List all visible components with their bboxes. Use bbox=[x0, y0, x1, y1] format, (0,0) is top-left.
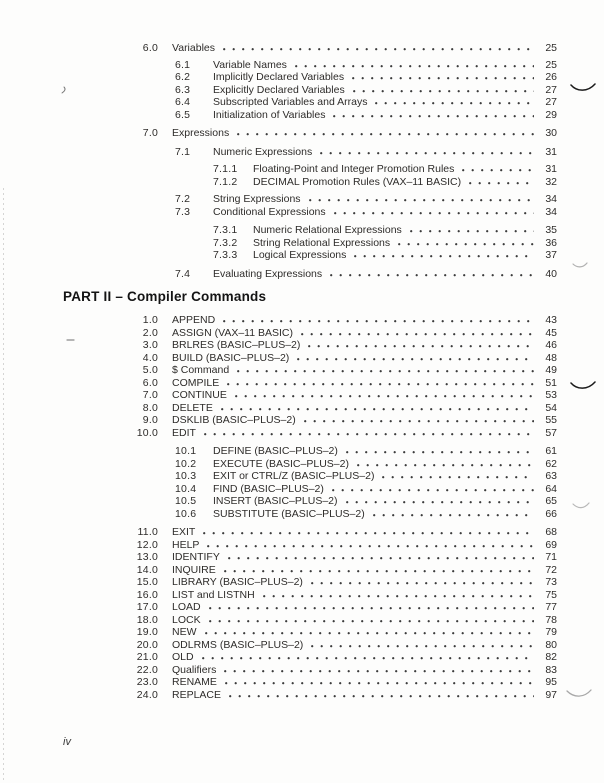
toc-entry-title: $ Command bbox=[172, 364, 230, 376]
toc-entry-title: String Relational Expressions bbox=[253, 236, 391, 249]
toc-entry-title: BRLRES (BASIC–PLUS–2) bbox=[172, 339, 301, 351]
toc-entry-number: 6.0 bbox=[142, 376, 158, 389]
pen-mark bbox=[566, 688, 592, 700]
toc-entry-page: 29 bbox=[545, 108, 557, 121]
toc-entry-page: 78 bbox=[545, 613, 557, 626]
toc-entry-number: 7.1 bbox=[175, 145, 191, 158]
toc-entry bbox=[0, 639, 557, 652]
toc-entry bbox=[0, 127, 557, 140]
toc-entry bbox=[0, 327, 557, 340]
dot-leader bbox=[380, 470, 534, 479]
toc-entry-page: 37 bbox=[545, 249, 557, 261]
toc-entry bbox=[0, 495, 557, 508]
toc-entry bbox=[0, 364, 557, 377]
dot-leader bbox=[330, 483, 534, 492]
toc-entry-number: 6.1 bbox=[175, 58, 191, 71]
toc-entry bbox=[0, 377, 557, 390]
dot-leader bbox=[235, 127, 534, 136]
toc-entry-title: ODLRMS (BASIC–PLUS–2) bbox=[172, 638, 304, 651]
toc-entry bbox=[0, 71, 557, 84]
toc-entry bbox=[0, 84, 557, 97]
toc-entry-number: 14.0 bbox=[136, 563, 158, 576]
dot-leader bbox=[331, 109, 534, 118]
toc-entry-title: Explicitly Declared Variables bbox=[213, 83, 345, 96]
toc-entry-number: 6.0 bbox=[142, 42, 158, 54]
dot-leader bbox=[460, 163, 534, 172]
dot-leader bbox=[344, 495, 535, 504]
toc-entry-page: 82 bbox=[545, 651, 557, 663]
toc-entry-title: DECIMAL Promotion Rules (VAX–11 BASIC) bbox=[253, 175, 462, 188]
toc-entry-page: 26 bbox=[545, 71, 557, 83]
toc-entry-page: 97 bbox=[545, 688, 557, 701]
dot-leader bbox=[306, 339, 534, 348]
toc-entry-title: Numeric Relational Expressions bbox=[253, 224, 402, 236]
toc-entry-title: Evaluating Expressions bbox=[213, 267, 323, 280]
toc-entry-title: RENAME bbox=[172, 676, 217, 688]
toc-entry-number: 7.0 bbox=[142, 389, 158, 401]
toc-entry bbox=[0, 339, 557, 352]
toc-entry-title: BUILD (BASIC–PLUS–2) bbox=[172, 351, 290, 364]
toc-entry-page: 75 bbox=[545, 588, 557, 601]
toc-entry-number: 8.0 bbox=[142, 401, 158, 414]
toc-entry-page: 48 bbox=[545, 351, 557, 364]
toc-entry bbox=[0, 458, 557, 471]
toc-entry-title: Qualifiers bbox=[172, 663, 217, 676]
toc-entry-page: 57 bbox=[545, 426, 557, 439]
toc-entry-page: 31 bbox=[545, 145, 557, 158]
toc-entry bbox=[0, 664, 557, 677]
toc-entry-page: 79 bbox=[545, 626, 557, 638]
toc-entry-title: NEW bbox=[172, 626, 197, 638]
toc-entry-page: 30 bbox=[545, 127, 557, 139]
toc-entry-title: Floating-Point and Integer Promotion Rules bbox=[253, 163, 455, 175]
toc-entry bbox=[0, 564, 557, 577]
toc-entry-page: 25 bbox=[545, 42, 557, 54]
toc-entry-number: 21.0 bbox=[136, 651, 158, 663]
toc-entry bbox=[0, 483, 557, 496]
toc-entry-title: LIST and LISTNH bbox=[172, 588, 255, 601]
dot-leader bbox=[222, 564, 534, 573]
dot-leader bbox=[219, 402, 534, 411]
toc-entry-number: 23.0 bbox=[136, 676, 158, 688]
dot-leader bbox=[222, 664, 534, 673]
toc-entry bbox=[0, 249, 557, 262]
toc-entry-number: 22.0 bbox=[136, 663, 158, 676]
toc-entry-title: INSERT (BASIC–PLUS–2) bbox=[213, 495, 338, 507]
toc-entry-number: 24.0 bbox=[136, 688, 158, 701]
toc-entry bbox=[0, 470, 557, 483]
dot-leader bbox=[200, 651, 534, 660]
toc-entry bbox=[0, 193, 557, 206]
toc-entry-page: 71 bbox=[545, 551, 557, 563]
toc-entry-title: COMPILE bbox=[172, 376, 220, 389]
dot-leader bbox=[344, 445, 534, 454]
toc-entry-page: 65 bbox=[545, 495, 557, 507]
toc-entry bbox=[0, 589, 557, 602]
toc-entry-page: 27 bbox=[545, 83, 557, 96]
toc-entry-number: 10.1 bbox=[175, 445, 197, 457]
dot-leader bbox=[221, 314, 534, 323]
toc-entry bbox=[0, 508, 557, 521]
toc-entry-title: LOAD bbox=[172, 601, 201, 613]
toc-entry-title: ASSIGN (VAX–11 BASIC) bbox=[172, 326, 293, 339]
toc-entry-title: CONTINUE bbox=[172, 389, 227, 401]
toc-entry-number: 20.0 bbox=[136, 638, 158, 651]
part-heading: PART II – Compiler Commands bbox=[63, 289, 267, 304]
toc-entry-page: 73 bbox=[545, 576, 557, 588]
toc-entry-title: Conditional Expressions bbox=[213, 205, 326, 218]
dot-leader bbox=[371, 508, 534, 517]
toc-entry bbox=[0, 576, 557, 589]
stray-comma-mark bbox=[61, 86, 68, 94]
toc-entry bbox=[0, 268, 557, 281]
toc-entry bbox=[0, 601, 557, 614]
toc-entry-number: 1.0 bbox=[142, 314, 158, 326]
toc-entry-title: Logical Expressions bbox=[253, 249, 347, 261]
toc-entry-number: 10.4 bbox=[175, 482, 197, 495]
toc-entry-page: 63 bbox=[545, 470, 557, 482]
toc-entry bbox=[0, 109, 557, 122]
toc-entry-title: REPLACE bbox=[172, 688, 222, 701]
toc-entry-number: 13.0 bbox=[136, 551, 158, 563]
toc-entry bbox=[0, 206, 557, 219]
toc-entry-number: 10.5 bbox=[175, 495, 197, 507]
pen-mark bbox=[570, 380, 596, 392]
toc-entry-number: 11.0 bbox=[137, 526, 158, 538]
dot-leader bbox=[205, 539, 534, 548]
toc-entry-page: 72 bbox=[545, 563, 557, 576]
toc-entry-page: 77 bbox=[545, 601, 557, 613]
toc-entry bbox=[0, 59, 557, 72]
dot-leader bbox=[226, 551, 534, 560]
toc-entry-title: SUBSTITUTE (BASIC–PLUS–2) bbox=[213, 507, 365, 520]
dot-leader bbox=[467, 176, 534, 185]
toc-entry-page: 64 bbox=[545, 482, 557, 495]
toc-entry bbox=[0, 352, 557, 365]
scan-edge-artifact bbox=[3, 188, 4, 783]
toc-entry-title: APPEND bbox=[172, 314, 216, 326]
dot-leader bbox=[233, 389, 534, 398]
toc-entry bbox=[0, 237, 557, 250]
toc-entry-number: 7.3.2 bbox=[213, 236, 238, 249]
toc-entry bbox=[0, 427, 557, 440]
toc-entry-page: 53 bbox=[545, 389, 557, 401]
toc-entry-page: 49 bbox=[545, 364, 557, 376]
toc-entry-page: 46 bbox=[545, 339, 557, 351]
toc-entry-title: IDENTIFY bbox=[172, 551, 220, 563]
dot-leader bbox=[225, 377, 534, 386]
toc-entry-number: 6.2 bbox=[175, 71, 191, 83]
toc-entry-number: 10.2 bbox=[175, 457, 197, 470]
toc-entry-title: EXECUTE (BASIC–PLUS–2) bbox=[213, 457, 349, 470]
toc-entry-number: 16.0 bbox=[136, 588, 158, 601]
dot-leader bbox=[302, 414, 534, 423]
toc-entry-title: Expressions bbox=[172, 127, 230, 139]
toc-entry-page: 34 bbox=[545, 205, 557, 218]
dot-leader bbox=[221, 42, 534, 51]
toc-entry-title: Initialization of Variables bbox=[213, 108, 326, 121]
toc-entry-number: 9.0 bbox=[142, 414, 158, 426]
toc-entry bbox=[0, 526, 557, 539]
toc-entry-number: 10.6 bbox=[175, 507, 197, 520]
dot-leader bbox=[350, 71, 534, 80]
toc-entry-number: 2.0 bbox=[142, 326, 158, 339]
toc-entry-page: 43 bbox=[545, 314, 557, 326]
toc-entry-number: 6.3 bbox=[175, 83, 191, 96]
toc-entry bbox=[0, 689, 557, 702]
toc-entry-page: 31 bbox=[545, 163, 557, 175]
toc-entry-title: DEFINE (BASIC–PLUS–2) bbox=[213, 445, 338, 457]
toc-entry-number: 7.3.3 bbox=[213, 249, 238, 261]
toc-entry-number: 18.0 bbox=[136, 613, 158, 626]
dot-leader bbox=[351, 84, 534, 93]
toc-entry bbox=[0, 539, 557, 552]
dot-leader bbox=[309, 576, 534, 585]
toc-entry bbox=[0, 163, 557, 176]
toc-entry-number: 17.0 bbox=[136, 601, 158, 613]
pen-mark bbox=[570, 82, 596, 94]
toc-entry-number: 19.0 bbox=[136, 626, 158, 638]
toc-entry-title: OLD bbox=[172, 651, 194, 663]
toc-entry-title: EXIT or CTRL/Z (BASIC–PLUS–2) bbox=[213, 470, 375, 482]
toc-entry bbox=[0, 414, 557, 427]
toc-entry bbox=[0, 402, 557, 415]
dot-leader bbox=[207, 614, 534, 623]
toc-entry-page: 95 bbox=[545, 676, 557, 688]
dot-leader bbox=[396, 237, 534, 246]
toc-entry-number: 7.0 bbox=[142, 127, 158, 139]
toc-entry-number: 7.2 bbox=[175, 193, 191, 205]
toc-entry-number: 12.0 bbox=[136, 538, 158, 551]
dot-leader bbox=[295, 352, 534, 361]
toc-entry-page: 36 bbox=[545, 236, 557, 249]
dot-leader bbox=[227, 689, 534, 698]
toc-entry-page: 40 bbox=[545, 267, 557, 280]
dot-leader bbox=[299, 327, 534, 336]
toc-entry-page: 62 bbox=[545, 457, 557, 470]
toc-entry bbox=[0, 551, 557, 564]
dot-leader bbox=[352, 249, 534, 258]
toc-entry-title: LOCK bbox=[172, 613, 201, 626]
toc-entry bbox=[0, 651, 557, 664]
dot-leader bbox=[318, 146, 534, 155]
toc-entry bbox=[0, 146, 557, 159]
dot-leader bbox=[261, 589, 534, 598]
toc-entry-title: DSKLIB (BASIC–PLUS–2) bbox=[172, 414, 296, 426]
toc-entry-title: Numeric Expressions bbox=[213, 145, 313, 158]
toc-entry-title: Subscripted Variables and Arrays bbox=[213, 96, 368, 108]
toc-entry-number: 7.1.2 bbox=[213, 175, 238, 188]
dot-leader bbox=[408, 224, 534, 233]
toc-entry bbox=[0, 445, 557, 458]
toc-entry bbox=[0, 96, 557, 109]
toc-entry-number: 7.3.1 bbox=[213, 224, 238, 236]
dot-leader bbox=[293, 59, 534, 68]
page-number: iv bbox=[63, 736, 71, 748]
toc-entry-page: 66 bbox=[545, 507, 557, 520]
toc-entry-page: 69 bbox=[545, 538, 557, 551]
dot-leader bbox=[328, 268, 534, 277]
toc-entry-title: DELETE bbox=[172, 401, 213, 414]
toc-entry-page: 25 bbox=[545, 58, 557, 71]
pen-mark bbox=[572, 262, 588, 270]
toc-entry-number: 3.0 bbox=[142, 339, 158, 351]
dot-leader bbox=[203, 626, 535, 635]
toc-entry-title: LIBRARY (BASIC–PLUS–2) bbox=[172, 576, 303, 588]
toc-entry-number: 4.0 bbox=[142, 351, 158, 364]
toc-entry-number: 7.4 bbox=[175, 267, 191, 280]
toc-entry-title: String Expressions bbox=[213, 193, 301, 205]
toc-entry-number: 7.3 bbox=[175, 205, 191, 218]
toc-entry bbox=[0, 314, 557, 327]
dot-leader bbox=[332, 206, 534, 215]
dot-leader bbox=[223, 676, 534, 685]
toc-entry bbox=[0, 614, 557, 627]
dot-leader bbox=[309, 639, 534, 648]
toc-entry-page: 45 bbox=[545, 326, 557, 339]
toc-entry-page: 80 bbox=[545, 638, 557, 651]
toc-entry-number: 6.4 bbox=[175, 96, 191, 108]
toc-entry-page: 32 bbox=[545, 175, 557, 188]
toc-entry-page: 51 bbox=[545, 376, 557, 389]
toc-entry bbox=[0, 42, 557, 55]
toc-entry-title: EXIT bbox=[172, 526, 196, 538]
toc-entry-page: 55 bbox=[545, 414, 557, 426]
toc-entry-title: Variables bbox=[172, 42, 215, 54]
toc-entry bbox=[0, 389, 557, 402]
toc-entry-title: HELP bbox=[172, 538, 200, 551]
toc-entry bbox=[0, 224, 557, 237]
toc-entry-page: 27 bbox=[545, 96, 557, 108]
toc-entry bbox=[0, 676, 557, 689]
dot-leader bbox=[307, 193, 534, 202]
toc-entry-title: INQUIRE bbox=[172, 563, 216, 576]
toc-entry-page: 61 bbox=[545, 445, 557, 457]
dot-leader bbox=[235, 364, 534, 373]
toc-entry-number: 15.0 bbox=[136, 576, 158, 588]
dot-leader bbox=[207, 601, 534, 610]
toc-entry-page: 35 bbox=[545, 224, 557, 236]
pen-mark bbox=[572, 502, 590, 511]
dot-leader bbox=[201, 526, 534, 535]
toc-entry-title: Variable Names bbox=[213, 58, 287, 71]
toc-entry-page: 34 bbox=[545, 193, 557, 205]
dot-leader bbox=[202, 427, 534, 436]
toc-entry-number: 7.1.1 bbox=[213, 163, 238, 175]
toc-entry bbox=[0, 176, 557, 189]
dot-leader bbox=[355, 458, 534, 467]
toc-entry-number: 6.5 bbox=[175, 108, 191, 121]
toc-entry-number: 10.0 bbox=[136, 426, 158, 439]
toc-entry-page: 83 bbox=[545, 663, 557, 676]
toc-entry-number: 5.0 bbox=[142, 364, 158, 376]
toc-entry-page: 68 bbox=[545, 526, 557, 538]
toc-entry bbox=[0, 626, 557, 639]
toc-entry-number: 10.3 bbox=[175, 470, 197, 482]
toc-entry-title: FIND (BASIC–PLUS–2) bbox=[213, 482, 324, 495]
dot-leader bbox=[373, 96, 534, 105]
toc-entry-page: 54 bbox=[545, 401, 557, 414]
toc-entry-title: EDIT bbox=[172, 426, 196, 439]
toc-entry-title: Implicitly Declared Variables bbox=[213, 71, 345, 83]
stray-dash-mark bbox=[66, 338, 75, 342]
